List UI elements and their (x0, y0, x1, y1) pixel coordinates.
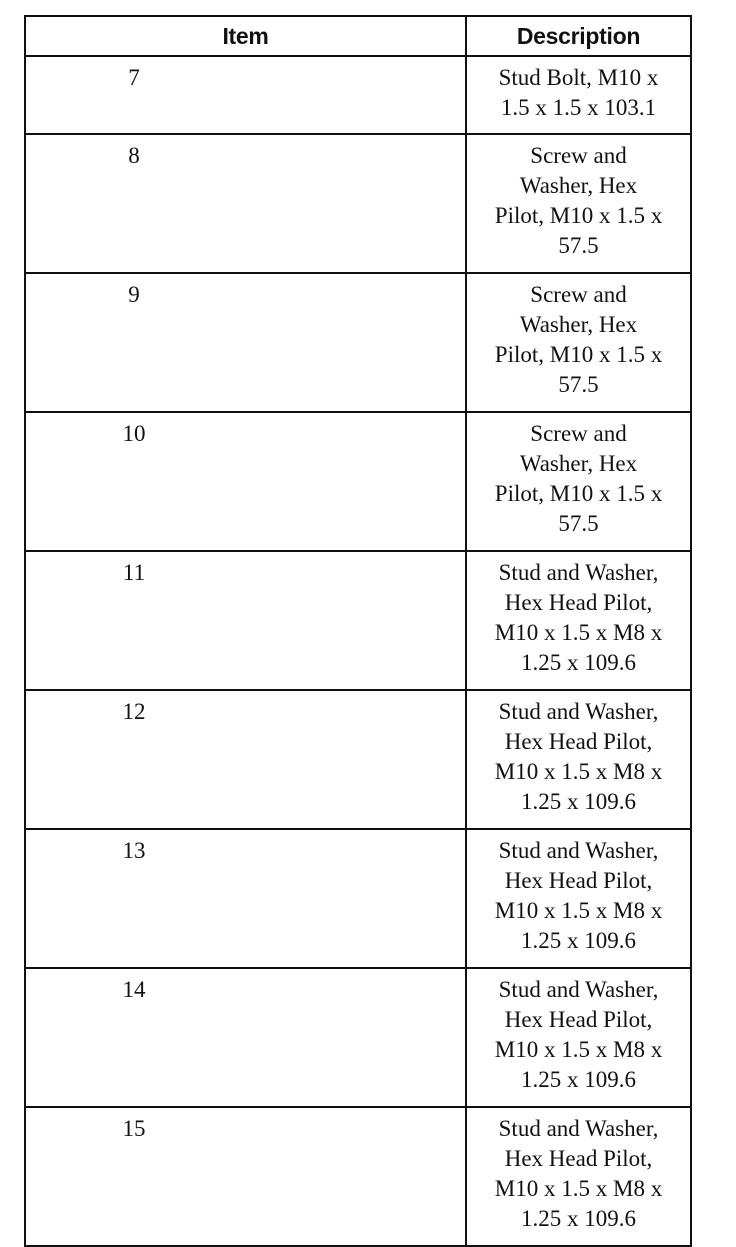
description-line: Screw and (530, 143, 627, 168)
item-cell (25, 1107, 466, 1246)
item-number: 8 (128, 143, 140, 168)
description-line: 1.25 x 109.6 (521, 789, 636, 814)
description-line: Hex Head Pilot, (504, 868, 653, 893)
item-number: 7 (128, 65, 140, 90)
table-row (25, 56, 691, 134)
description-line: 57.5 (558, 372, 599, 397)
description-line: Stud and Washer, (498, 838, 659, 863)
description-line: Stud Bolt, M10 x (498, 65, 659, 90)
description-line: 1.25 x 109.6 (521, 650, 636, 675)
item-number: 11 (122, 560, 146, 585)
description-line: Hex Head Pilot, (504, 590, 653, 615)
item-cell (25, 56, 466, 134)
item-cell (25, 273, 466, 412)
description-line: Screw and (530, 282, 627, 307)
description-line: Screw and (530, 421, 627, 446)
description-line: M10 x 1.5 x M8 x (494, 898, 663, 923)
item-cell (25, 690, 466, 829)
description-cell (466, 1107, 691, 1246)
description-line: Stud and Washer, (498, 560, 659, 585)
item-cell (25, 551, 466, 690)
description-cell (466, 56, 691, 134)
description-line: Stud and Washer, (498, 977, 659, 1002)
description-line: 1.25 x 109.6 (521, 1206, 636, 1231)
table-row (25, 273, 691, 412)
item-cell (25, 829, 466, 968)
description-line: M10 x 1.5 x M8 x (494, 620, 663, 645)
table-row (25, 968, 691, 1107)
description-line: Hex Head Pilot, (504, 1146, 653, 1171)
header-description: Description (466, 16, 691, 56)
description-line: M10 x 1.5 x M8 x (494, 1176, 663, 1201)
item-number: 14 (122, 977, 146, 1002)
description-line: Pilot, M10 x 1.5 x (494, 342, 663, 367)
description-cell (466, 968, 691, 1107)
item-number: 9 (128, 282, 140, 307)
description-cell (466, 273, 691, 412)
description-line: Pilot, M10 x 1.5 x (494, 203, 663, 228)
description-line: 57.5 (558, 511, 599, 536)
description-line: Washer, Hex (519, 451, 638, 476)
header-row (25, 16, 691, 56)
description-cell (466, 551, 691, 690)
item-number: 13 (122, 838, 146, 863)
header-item: Item (25, 16, 466, 56)
description-line: Stud and Washer, (498, 1116, 659, 1141)
description-line: Pilot, M10 x 1.5 x (494, 481, 663, 506)
item-number: 10 (122, 421, 146, 446)
description-cell (466, 412, 691, 551)
table-row (25, 412, 691, 551)
description-line: Hex Head Pilot, (504, 729, 653, 754)
table-row (25, 829, 691, 968)
table-row (25, 690, 691, 829)
description-line: Stud and Washer, (498, 699, 659, 724)
description-cell (466, 829, 691, 968)
table-row (25, 134, 691, 273)
description-line: 1.25 x 109.6 (521, 1067, 636, 1092)
description-line: Hex Head Pilot, (504, 1007, 653, 1032)
description-line: M10 x 1.5 x M8 x (494, 759, 663, 784)
item-number: 12 (122, 699, 146, 724)
item-cell (25, 968, 466, 1107)
item-cell (25, 134, 466, 273)
table-row (25, 1107, 691, 1246)
item-number: 15 (122, 1116, 146, 1141)
parts-table (24, 15, 692, 1247)
description-cell (466, 690, 691, 829)
description-line: 1.25 x 109.6 (521, 928, 636, 953)
description-line: Washer, Hex (519, 312, 638, 337)
description-cell (466, 134, 691, 273)
item-cell (25, 412, 466, 551)
description-line: 57.5 (558, 233, 599, 258)
description-line: 1.5 x 1.5 x 103.1 (500, 95, 657, 120)
description-line: Washer, Hex (519, 173, 638, 198)
description-line: M10 x 1.5 x M8 x (494, 1037, 663, 1062)
table-row (25, 551, 691, 690)
